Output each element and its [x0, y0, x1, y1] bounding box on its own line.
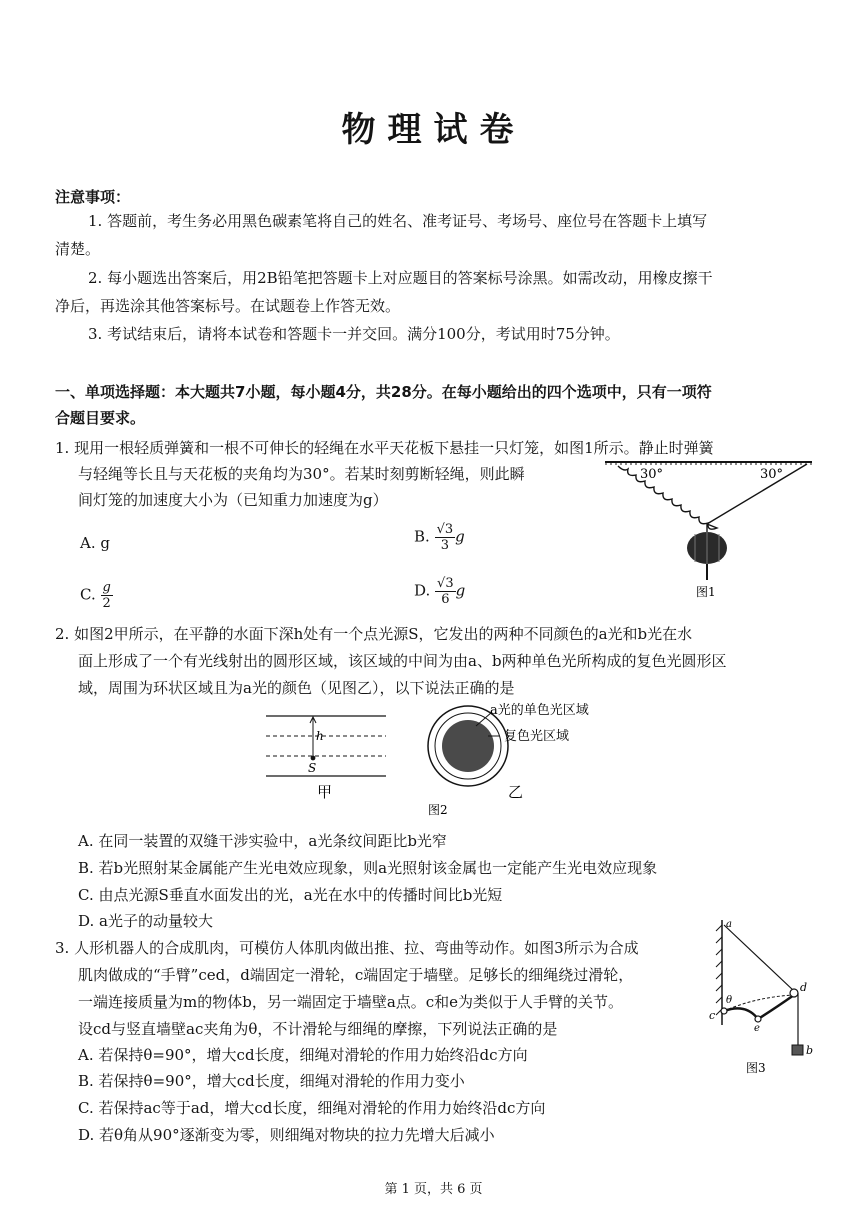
notice-line: 清楚。	[55, 240, 101, 258]
option-label: C.	[80, 585, 96, 604]
question-text: 3. 人形机器人的合成肌肉，可模仿人体肌肉做出推、拉、弯曲等动作。如图3所示为合成	[55, 939, 639, 957]
label-a: a	[726, 919, 732, 930]
fraction-denominator: 6	[441, 592, 450, 607]
option-d	[414, 576, 465, 607]
figure-3	[706, 915, 816, 1080]
joint-e	[755, 1016, 761, 1022]
wall-hatch	[716, 937, 722, 943]
option-c: C. 由点光源S垂直水面发出的光，a光在水中的传播时间比b光短	[78, 886, 503, 904]
option-label: B.	[414, 527, 430, 546]
fraction-numerator: √3	[437, 576, 454, 591]
label-b: b	[806, 1044, 814, 1057]
question-text: 与轻绳等长且与天花板的夹角均为30°。若某时刻剪断轻绳，则此瞬	[78, 465, 525, 483]
option-a: A. 在同一装置的双缝干涉实验中，a光条纹间距比b光窄	[78, 832, 447, 850]
source-label: S	[308, 761, 317, 775]
question-text: 一端连接质量为m的物体b，另一端固定于墙壁a点。c和e为类似于人手臂的关节。	[78, 993, 624, 1011]
fraction-denominator: 3	[440, 538, 449, 553]
page-footer: 第 1 页，共 6 页	[384, 1182, 483, 1197]
angle-label-right: 30°	[760, 467, 784, 482]
wall-hatch	[716, 961, 722, 967]
annotation-mono: a光的单色光区域	[490, 703, 589, 718]
option-d: D. 若θ角从90°逐渐变为零，则细绳对物块的拉力先增大后减小	[78, 1126, 495, 1144]
depth-label: h	[316, 729, 324, 743]
section-heading: 合题目要求。	[55, 409, 146, 427]
fraction	[435, 576, 456, 607]
notice-line: 3. 考试结束后，请将本试卷和答题卡一并交回。满分100分，考试用时75分钟。	[88, 325, 620, 343]
option-a: A. 若保持θ=90°，增大cd长度，细绳对滑轮的作用力始终沿dc方向	[78, 1046, 528, 1064]
figure-caption: 图3	[746, 1061, 766, 1075]
option-c	[80, 580, 113, 611]
section-heading: 一、单项选择题：本大题共7小题，每小题4分，共28分。在每小题给出的四个选项中，只有一项符	[55, 383, 712, 401]
figure-label-yi: 乙	[508, 783, 524, 801]
figure-2	[260, 700, 630, 820]
notice-heading: 注意事项：	[55, 188, 131, 206]
block-b	[792, 1045, 803, 1055]
compound-light-disc	[442, 720, 494, 772]
option-tail: g	[455, 581, 466, 600]
figure-1	[600, 456, 815, 606]
fraction-denominator: 2	[102, 596, 111, 611]
figure-label-jia: 甲	[317, 783, 333, 801]
pulley-icon	[790, 989, 798, 997]
rope	[707, 464, 807, 524]
wall-hatch	[716, 949, 722, 955]
option-d: D. a光子的动量较大	[78, 912, 213, 930]
wall-hatch	[716, 973, 722, 979]
option-label: D.	[414, 581, 431, 600]
notice-line: 净后，再选涂其他答案标号。在试题卷上作答无效。	[55, 297, 401, 315]
option-b: B. 若保持θ=90°，增大cd长度，细绳对滑轮的作用力变小	[78, 1072, 465, 1090]
wall-hatch	[716, 997, 722, 1003]
question-text: 域，周围为环状区域且为a光的颜色（见图乙），以下说法正确的是	[78, 679, 515, 697]
option-tail: g	[455, 527, 465, 546]
question-text: 1. 现用一根轻质弹簧和一根不可伸长的轻绳在水平天花板下悬挂一只灯笼，如图1所示。静止时弹簧	[55, 439, 714, 457]
figure-caption: 图2	[428, 803, 448, 817]
question-text: 设cd与竖直墙壁ac夹角为θ，不计滑轮与细绳的摩擦，下列说法正确的是	[78, 1020, 558, 1038]
figure-caption: 图1	[696, 585, 716, 599]
wall-hatch	[716, 985, 722, 991]
label-c: c	[709, 1009, 716, 1022]
notice-line: 1. 答题前，考生务必用黑色碳素笔将自己的姓名、准考证号、考场号、座位号在答题卡上填写	[88, 212, 708, 230]
option-a: A. g	[80, 534, 110, 552]
question-text: 2. 如图2甲所示，在平静的水面下深h处有一个点光源S，它发出的两种不同颜色的a光和b光在水	[55, 625, 693, 643]
question-text: 间灯笼的加速度大小为（已知重力加速度为g）	[78, 491, 388, 509]
label-e: e	[754, 1023, 760, 1034]
light-source-dot	[311, 756, 316, 761]
notice-line: 2. 每小题选出答案后，用2B铅笔把答题卡上对应题目的答案标号涂黑。如需改动，用橡皮擦干	[88, 269, 713, 287]
question-text: 面上形成了一个有光线射出的圆形区域，该区域的中间为由a、b两种单色光所构成的复色光圆形区	[78, 652, 727, 670]
option-b	[414, 522, 465, 553]
fraction-numerator: g	[102, 580, 111, 595]
fraction-numerator: √3	[436, 522, 454, 537]
joint-c	[721, 1008, 727, 1014]
angle-label-left: 30°	[640, 467, 664, 482]
question-text: 肌肉做成的“手臂”ced，d端固定一滑轮，c端固定于墙壁。足够长的细绳绕过滑轮，	[78, 966, 634, 984]
option-b: B. 若b光照射某金属能产生光电效应现象，则a光照射该金属也一定能产生光电效应现象	[78, 859, 658, 877]
option-c: C. 若保持ac等于ad，增大cd长度，细绳对滑轮的作用力始终沿dc方向	[78, 1099, 546, 1117]
spring	[618, 466, 717, 529]
fraction	[101, 580, 113, 611]
annotation-compound: 复色光区域	[504, 729, 570, 744]
page-title: 物理试卷	[341, 110, 526, 150]
label-d: d	[800, 981, 808, 994]
wall-hatch	[716, 925, 722, 931]
rope-segment	[724, 925, 794, 991]
label-theta: θ	[726, 995, 733, 1006]
fraction	[435, 522, 456, 553]
